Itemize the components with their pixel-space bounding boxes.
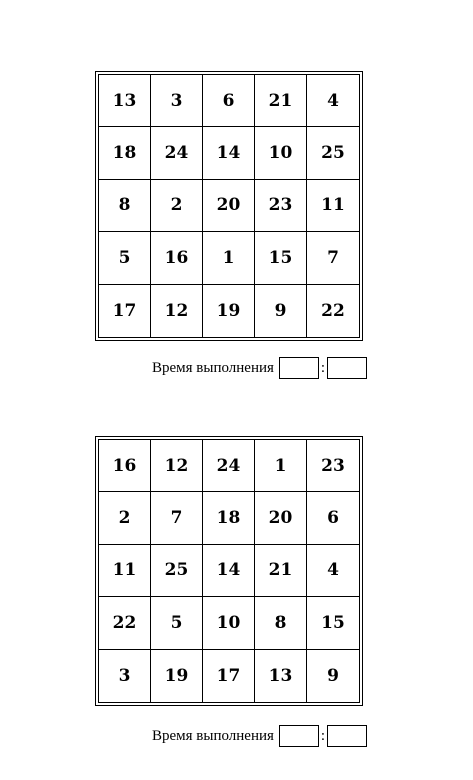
grid-cell[interactable]: 9 <box>327 665 339 686</box>
grid-cell[interactable]: 11 <box>307 180 359 232</box>
grid-cell[interactable]: 15 <box>307 597 359 649</box>
grid-cell[interactable]: 24 <box>203 440 255 492</box>
grid-cell[interactable]: 20 <box>203 180 255 232</box>
grid-cell[interactable]: 12 <box>151 440 203 492</box>
grid-cell[interactable]: 13 <box>99 75 151 127</box>
grid-cell[interactable]: 13 <box>255 650 307 702</box>
grid-cell[interactable]: 12 <box>151 285 203 337</box>
grid-cell[interactable]: 16 <box>99 440 151 492</box>
time-separator: : <box>320 359 325 376</box>
grid-cell[interactable]: 23 <box>307 440 359 492</box>
grid-cell[interactable]: 22 <box>321 300 345 321</box>
grid-cell[interactable]: 20 <box>255 492 307 544</box>
grid-cell[interactable]: 19 <box>151 650 203 702</box>
grid-cell[interactable]: 11 <box>99 545 151 597</box>
minutes-field[interactable] <box>279 357 319 379</box>
grid-cell[interactable]: 10 <box>203 597 255 649</box>
grid-cell[interactable]: 1 <box>255 440 307 492</box>
time-row-1 <box>152 356 367 380</box>
time-label: Время выполнения <box>152 727 274 744</box>
grid-cell[interactable]: 19 <box>203 285 255 337</box>
grid-cell[interactable]: 1 <box>203 232 255 284</box>
grid-cell[interactable]: 17 <box>203 650 255 702</box>
grid-cell[interactable]: 21 <box>255 545 307 597</box>
grid-cell[interactable]: 21 <box>255 75 307 127</box>
time-row-2 <box>152 724 367 748</box>
grid-cell[interactable]: 8 <box>255 597 307 649</box>
grid-cell[interactable]: 5 <box>99 232 151 284</box>
grid-cell[interactable]: 18 <box>203 492 255 544</box>
grid-cell[interactable]: 7 <box>151 492 203 544</box>
grid-cell[interactable]: 2 <box>151 180 203 232</box>
seconds-field[interactable] <box>327 725 367 747</box>
grid-cell[interactable]: 2 <box>99 492 151 544</box>
grid-cell[interactable]: 14 <box>203 545 255 597</box>
grid-cell[interactable]: 14 <box>203 127 255 179</box>
grid-cell[interactable]: 16 <box>151 232 203 284</box>
grid-cell[interactable]: 6 <box>203 75 255 127</box>
number-grid-1 <box>98 74 360 338</box>
number-grid-2 <box>98 439 360 703</box>
grid-cell[interactable]: 4 <box>307 545 359 597</box>
grid-cell[interactable]: 15 <box>255 232 307 284</box>
grid-cell[interactable]: 3 <box>151 75 203 127</box>
grid-cell[interactable]: 10 <box>255 127 307 179</box>
grid-cell[interactable]: 4 <box>307 75 359 127</box>
grid-cell[interactable]: 18 <box>99 127 151 179</box>
schulte-table-2 <box>95 436 363 706</box>
grid-cell[interactable]: 22 <box>99 597 151 649</box>
grid-cell[interactable]: 7 <box>307 232 359 284</box>
minutes-field[interactable] <box>279 725 319 747</box>
grid-cell[interactable]: 9 <box>255 285 307 337</box>
grid-cell[interactable]: 17 <box>99 285 151 337</box>
grid-cell[interactable]: 6 <box>307 492 359 544</box>
grid-cell[interactable]: 25 <box>151 545 203 597</box>
time-label: Время выполнения <box>152 359 274 376</box>
grid-cell[interactable]: 5 <box>151 597 203 649</box>
grid-cell[interactable]: 3 <box>99 650 151 702</box>
grid-cell[interactable]: 23 <box>255 180 307 232</box>
grid-cell[interactable]: 24 <box>151 127 203 179</box>
time-separator: : <box>320 727 325 744</box>
seconds-field[interactable] <box>327 357 367 379</box>
grid-cell[interactable]: 8 <box>99 180 151 232</box>
grid-cell[interactable]: 25 <box>307 127 359 179</box>
schulte-table-1 <box>95 71 363 341</box>
